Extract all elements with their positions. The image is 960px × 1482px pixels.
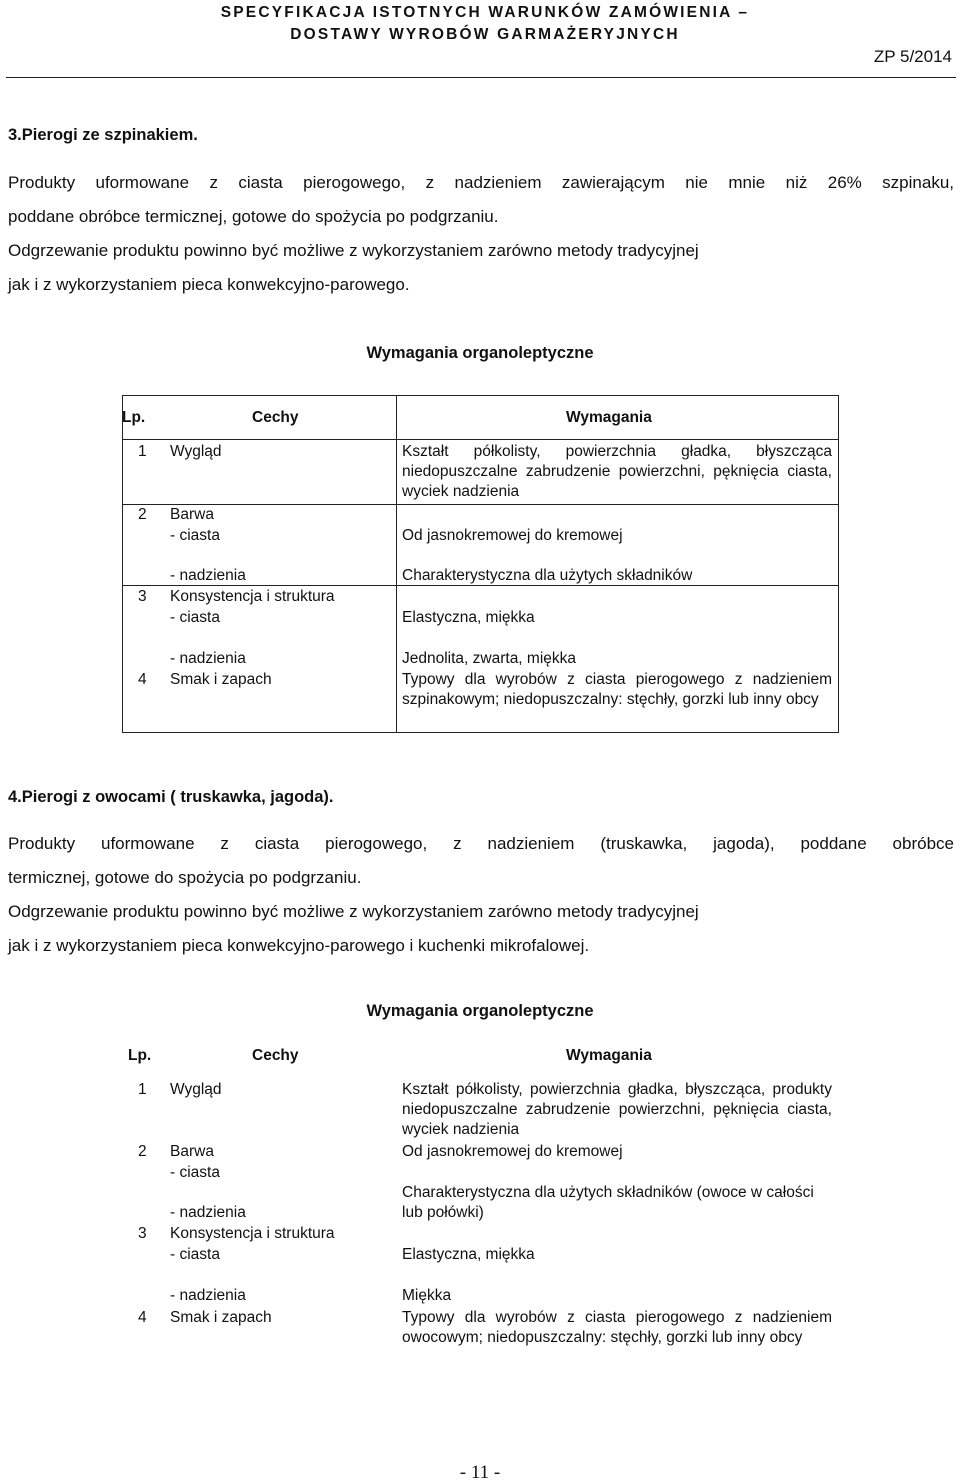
section-3-table-title: Wymagania organoleptyczne bbox=[366, 344, 594, 362]
section-4-desc-line2: termicznej, gotowe do spożycia po podgrzaniu. bbox=[8, 868, 362, 887]
row-2-sub-dough: - ciasta bbox=[170, 527, 220, 544]
section-3-desc-line2: poddane obróbce termicznej, gotowe do spożycia po podgrzaniu. bbox=[8, 207, 499, 226]
row-3-requirement-dough: Elastyczna, miękka bbox=[402, 609, 535, 626]
row-4-number: 4 bbox=[138, 671, 147, 688]
row-3-sub-filling: - nadzienia bbox=[170, 1287, 246, 1304]
row-3-number: 3 bbox=[138, 1225, 147, 1242]
row-2-requirement-filling: Charakterystyczna dla użytych składników bbox=[402, 567, 693, 584]
row-2-sub-filling: - nadzienia bbox=[170, 1204, 246, 1221]
section-3-reheat-line2: jak i z wykorzystaniem pieca konwekcyjno-parowego. bbox=[8, 275, 410, 294]
row-2-feature: Barwa bbox=[170, 1143, 214, 1160]
row-3-sub-dough: - ciasta bbox=[170, 1246, 220, 1263]
row-1-number: 1 bbox=[138, 443, 147, 460]
section-3-desc-line1: Produkty uformowane z ciasta pierogowego, z nadzieniem zawierającym nie mnie niż 26% szpinaku, bbox=[8, 173, 954, 192]
row-4-requirement: Typowy dla wyrobów z ciasta pierogowego z nadzieniem szpinakowym; niedopuszczalny: stęchły, gorzki lub inny obcy bbox=[402, 671, 832, 708]
row-2-feature: Barwa bbox=[170, 506, 214, 523]
row-2-requirement-dough: Od jasnokremowej do kremowej bbox=[402, 1143, 623, 1160]
row-3-sub-dough: - ciasta bbox=[170, 609, 220, 626]
section-4-reheating bbox=[8, 895, 954, 963]
col-header-cechy: Cechy bbox=[252, 1047, 299, 1064]
page-number: - 11 - bbox=[459, 1462, 501, 1482]
row-3-requirement-filling: Jednolita, zwarta, miękka bbox=[402, 650, 577, 667]
section-4-table-title: Wymagania organoleptyczne bbox=[366, 1002, 594, 1020]
section-4-requirements-table bbox=[122, 1035, 839, 1375]
header-divider bbox=[6, 77, 956, 78]
col-header-wymagania: Wymagania bbox=[566, 1047, 652, 1064]
row-3-number: 3 bbox=[138, 588, 147, 605]
row-3-requirement-dough: Elastyczna, miękka bbox=[402, 1246, 535, 1263]
row-1-requirement: Kształt półkolisty, powierzchnia gładka, błyszcząca, produkty niedopuszczalne zabrudzenie powierzchni, pęknięcia ciasta, wyciek nadzienia bbox=[402, 1081, 832, 1138]
section-4-reheat-line2: jak i z wykorzystaniem pieca konwekcyjno-parowego i kuchenki mikrofalowej. bbox=[8, 936, 590, 955]
row-1-feature: Wygląd bbox=[170, 443, 222, 460]
row-4-feature: Smak i zapach bbox=[170, 1309, 272, 1326]
col-header-cechy: Cechy bbox=[252, 409, 299, 426]
header-title-line1: SPECYFIKACJA ISTOTNYCH WARUNKÓW ZAMÓWIENIA – bbox=[220, 4, 750, 21]
row-2-number: 2 bbox=[138, 506, 147, 523]
header-title-line2: DOSTAWY WYROBÓW GARMAŻERYJNYCH bbox=[290, 26, 680, 43]
row-1-feature: Wygląd bbox=[170, 1081, 222, 1098]
row-4-requirement: Typowy dla wyrobów z ciasta pierogowego z nadzieniem owocowym; niedopuszczalny: stęchły, gorzki lub inny obcy bbox=[402, 1309, 832, 1346]
section-4-title: 4.Pierogi z owocami ( truskawka, jagoda). bbox=[8, 788, 334, 806]
row-2-requirement-dough: Od jasnokremowej do kremowej bbox=[402, 527, 623, 544]
section-3-title: 3.Pierogi ze szpinakiem. bbox=[8, 126, 198, 144]
document-reference: ZP 5/2014 bbox=[873, 47, 952, 66]
section-3-description bbox=[8, 166, 954, 234]
section-4-reheat-line1: Odgrzewanie produktu powinno być możliwe z wykorzystaniem zarówno metody tradycyjnej bbox=[8, 902, 699, 921]
row-4-number: 4 bbox=[138, 1309, 147, 1326]
row-1-requirement: Kształt półkolisty, powierzchnia gładka, błyszcząca niedopuszczalne zabrudzenie powierzchni, pęknięcia ciasta, wyciek nadzienia bbox=[402, 443, 832, 500]
row-2-number: 2 bbox=[138, 1143, 147, 1160]
section-3-requirements-table bbox=[122, 395, 839, 733]
section-4-description bbox=[8, 827, 954, 895]
row-2-sub-dough: - ciasta bbox=[170, 1164, 220, 1181]
row-3-feature: Konsystencja i struktura bbox=[170, 1225, 335, 1242]
row-3-sub-filling: - nadzienia bbox=[170, 650, 246, 667]
col-header-wymagania: Wymagania bbox=[566, 409, 652, 426]
section-4-desc-line1: Produkty uformowane z ciasta pierogowego, z nadzieniem (truskawka, jagoda), poddane obróbce bbox=[8, 834, 954, 853]
row-2-sub-filling: - nadzienia bbox=[170, 567, 246, 584]
row-3-feature: Konsystencja i struktura bbox=[170, 588, 335, 605]
section-3-reheating bbox=[8, 234, 954, 302]
col-header-lp: Lp. bbox=[122, 409, 146, 426]
row-3-requirement-filling: Miękka bbox=[402, 1287, 452, 1304]
section-3-reheat-line1: Odgrzewanie produktu powinno być możliwe z wykorzystaniem zarówno metody tradycyjnej bbox=[8, 241, 699, 260]
col-header-lp: Lp. bbox=[128, 1047, 152, 1064]
row-4-feature: Smak i zapach bbox=[170, 671, 272, 688]
row-1-number: 1 bbox=[138, 1081, 147, 1098]
row-2-requirement-filling: Charakterystyczna dla użytych składników (owoce w całości lub połówki) bbox=[402, 1184, 814, 1221]
